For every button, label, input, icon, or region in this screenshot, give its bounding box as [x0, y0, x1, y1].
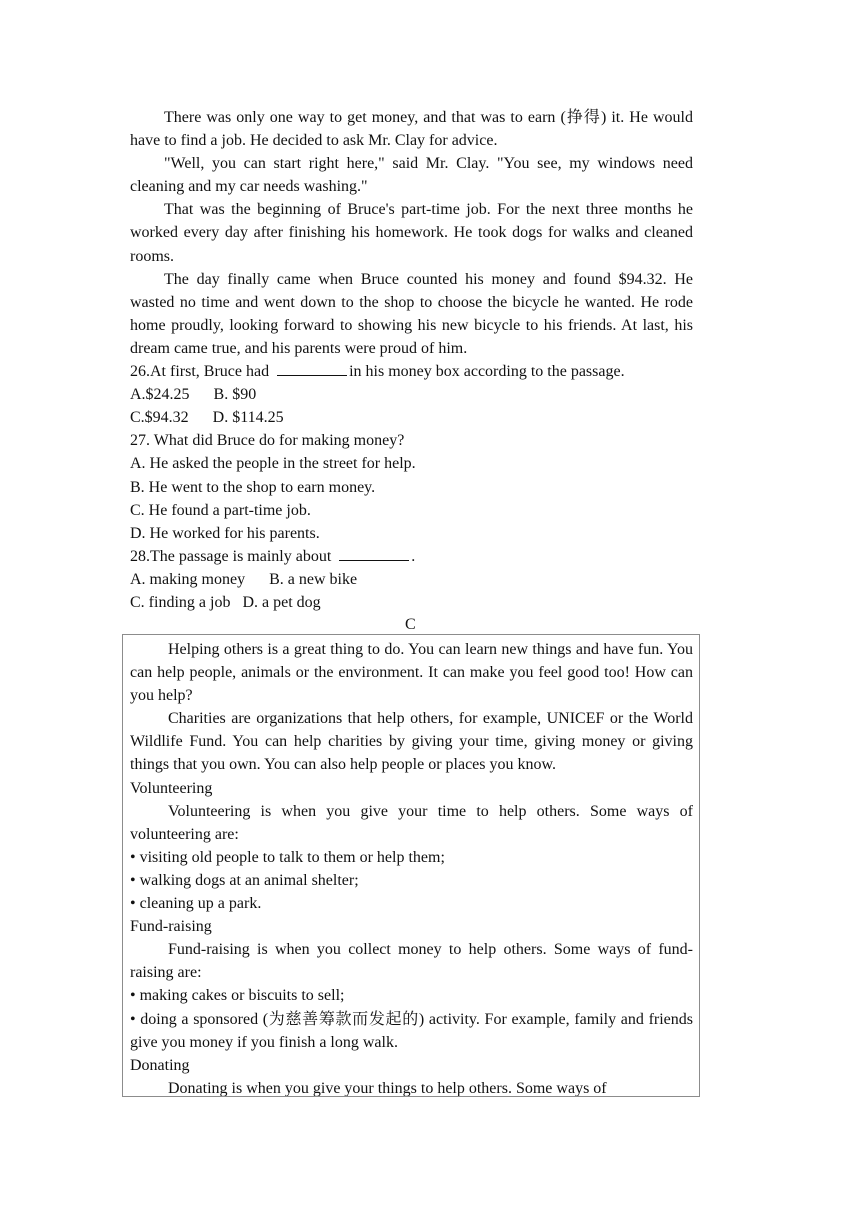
bullet-item: • making cakes or biscuits to sell;: [130, 987, 345, 1005]
passage-paragraph: "Well, you can start right here," said Mr. Clay. "You see, my windows need cleaning and my car needs washing.": [130, 155, 693, 196]
section-heading-fundraising: Fund-raising: [130, 918, 212, 936]
answer-blank[interactable]: [339, 546, 409, 561]
bullet-item: • doing a sponsored (为慈善筹款而发起的) activity. For example, family and friends give you money if you finish a long walk.: [130, 1010, 693, 1051]
passage-paragraph: Charities are organizations that help others, for example, UNICEF or the World Wildlife Fund. You can help charities by giving your time, giving money or giving things that you own. You can also help people or places you know.: [130, 710, 693, 774]
passage-paragraph: Fund-raising is when you collect money to help others. Some ways of fund-raising are:: [130, 941, 693, 982]
bullet-item: • walking dogs at an animal shelter;: [130, 871, 359, 889]
option-a: A. He asked the people in the street for help.: [130, 455, 416, 473]
question-stem: [130, 360, 693, 383]
bullet-item: • visiting old people to talk to them or help them;: [130, 848, 445, 866]
question-stem-start: 28.The passage is mainly about: [130, 547, 332, 565]
question-stem-end: in his money box according to the passage.: [349, 363, 625, 381]
passage-paragraph: That was the beginning of Bruce's part-time job. For the next three months he worked every day after finishing his homework. He took dogs for walks and cleaned rooms.: [130, 201, 693, 265]
passage-c-box: [122, 634, 700, 1097]
option-b: B. He went to the shop to earn money.: [130, 478, 376, 496]
question-stem: 27. What did Bruce do for making money?: [130, 432, 405, 450]
section-heading-volunteering: Volunteering: [130, 779, 213, 797]
question-stem-start: 26.At first, Bruce had: [130, 363, 270, 381]
question-stem-end: .: [411, 547, 416, 565]
option-c: C. He found a part-time job.: [130, 501, 311, 519]
passage-b: [130, 106, 693, 614]
options-line: A.$24.25 B. $90: [130, 386, 257, 404]
question-28: [130, 545, 693, 614]
options-line: C. finding a job D. a pet dog: [130, 593, 321, 611]
passage-c: [130, 638, 693, 1097]
option-d: D. He worked for his parents.: [130, 524, 320, 542]
question-26: [130, 360, 693, 429]
options-line: A. making money B. a new bike: [130, 570, 358, 588]
passage-paragraph: There was only one way to get money, and that was to earn (挣得) it. He would have to find a job. He decided to ask Mr. Clay for advice.: [130, 109, 693, 150]
question-27: [130, 429, 693, 544]
bullet-item: • cleaning up a park.: [130, 895, 262, 913]
question-stem: [130, 545, 693, 568]
section-letter: C: [405, 616, 416, 633]
passage-paragraph: Volunteering is when you give your time to help others. Some ways of volunteering are:: [130, 802, 693, 843]
passage-paragraph: Helping others is a great thing to do. You can learn new things and have fun. You can help people, animals or the environment. It can make you feel good too! How can you help?: [130, 641, 693, 705]
options-line: C.$94.32 D. $114.25: [130, 409, 284, 427]
section-heading-donating: Donating: [130, 1056, 190, 1074]
passage-paragraph: Donating is when you give your things to help others. Some ways of: [168, 1079, 607, 1097]
passage-paragraph: The day finally came when Bruce counted his money and found $94.32. He wasted no time and went down to the shop to choose the bicycle he wanted. He rode home proudly, looking forward to showing his new bicycle to his friends. At last, his dream came true, and his parents were proud of him.: [130, 270, 693, 357]
answer-blank[interactable]: [277, 361, 347, 376]
